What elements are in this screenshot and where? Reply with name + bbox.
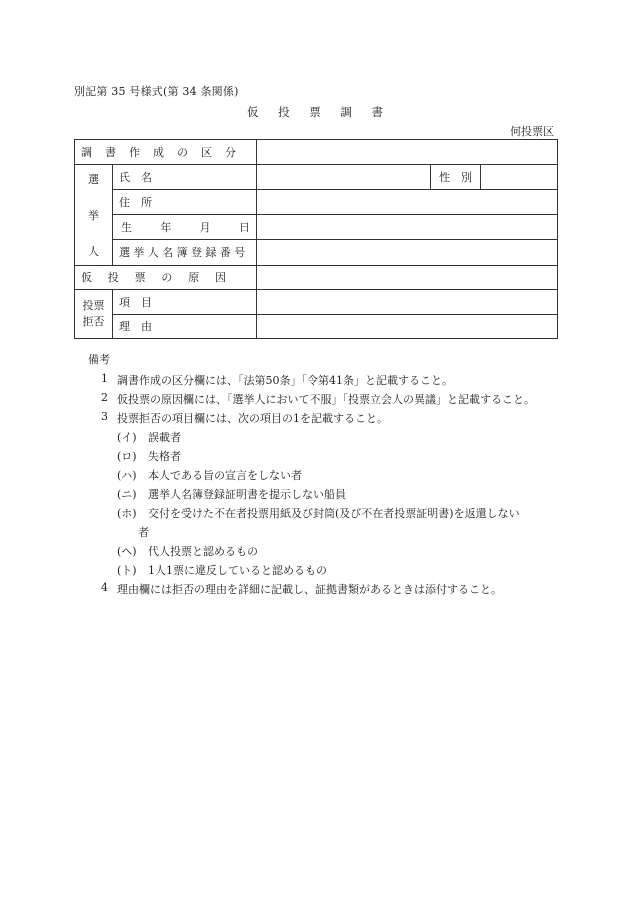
register-no-value-cell[interactable] <box>257 240 558 265</box>
category-value-cell[interactable] <box>257 140 558 165</box>
note-text: 仮投票の原因欄には、「選挙人において不服」「投票立会人の異議」と記載すること。 <box>117 393 535 406</box>
document-title: 仮 投 票 調 書 <box>246 105 392 119</box>
name-value-cell[interactable] <box>257 164 431 189</box>
sub-item-continuation: 者 <box>138 526 149 539</box>
address-row <box>75 189 558 214</box>
sub-item-number: (ホ) <box>117 507 137 520</box>
address-label-text: 住 所 <box>119 195 152 209</box>
name-row <box>75 164 558 189</box>
note-text: 理由欄には拒否の理由を詳細に記載し、証拠書類があるときは添付すること。 <box>117 583 502 596</box>
sub-item-number: (ヘ) <box>117 545 137 558</box>
reason-label-text: 仮 投 票 の 原 因 <box>81 271 229 285</box>
dob-value-cell[interactable] <box>257 215 558 240</box>
name-label-text: 氏 名 <box>119 170 152 184</box>
category-row <box>75 140 558 165</box>
elector-char-3: 人 <box>88 244 99 258</box>
form-reference: 別記第 35 号様式(第 34 条関係) <box>74 85 239 98</box>
gender-label-text: 性 別 <box>439 170 472 184</box>
dob-row <box>75 215 558 240</box>
refusal-group-text: 投票拒否 <box>82 299 105 328</box>
reason-label <box>75 265 257 290</box>
gender-value-cell[interactable] <box>481 164 558 189</box>
sub-item-number: (ロ) <box>117 450 137 463</box>
item-value-cell[interactable] <box>257 290 558 315</box>
sub-item-text: 選挙人名簿登録証明書を提示しない船員 <box>148 488 346 501</box>
dob-char-1: 生 <box>121 221 132 235</box>
note-number: 2 <box>101 391 108 404</box>
elector-group-label <box>75 164 113 265</box>
address-label <box>113 189 257 214</box>
refusal-reason-label-text: 理 由 <box>119 320 152 334</box>
register-no-label <box>113 240 257 265</box>
address-value-cell[interactable] <box>257 189 558 214</box>
item-label-text: 項 目 <box>119 295 152 309</box>
sub-item-text: 1人1票に違反していると認めるもの <box>148 564 327 577</box>
note-number: 4 <box>101 581 108 594</box>
sub-item-number: (ニ) <box>117 488 137 501</box>
gender-label <box>431 164 481 189</box>
refusal-reason-row <box>75 314 558 339</box>
note-text: 投票拒否の項目欄には、次の項目の1を記載すること。 <box>117 412 388 425</box>
dob-char-2: 年 <box>160 221 172 235</box>
polling-district-label: 何投票区 <box>510 125 554 138</box>
provisional-vote-form-table <box>74 139 558 339</box>
register-no-label-text: 選挙人名簿登録番号 <box>119 246 249 260</box>
item-label <box>113 290 257 315</box>
reason-value-cell[interactable] <box>257 265 558 290</box>
name-label <box>113 164 257 189</box>
note-number: 1 <box>101 372 108 385</box>
dob-char-3: 月 <box>199 221 211 235</box>
refusal-reason-value-cell[interactable] <box>257 314 558 339</box>
sub-item-number: (ハ) <box>117 469 137 482</box>
sub-item-text: 失格者 <box>148 450 181 463</box>
notes-heading: 備考 <box>88 353 110 366</box>
note-text: 調書作成の区分欄には、「法第50条」「令第41条」と記載すること。 <box>117 374 453 387</box>
note-number: 3 <box>101 410 108 423</box>
sub-item-text: 本人である旨の宣言をしない者 <box>148 469 302 482</box>
sub-item-text: 代人投票と認めるもの <box>148 545 258 558</box>
refusal-group-label <box>75 290 113 339</box>
elector-char-1: 選 <box>88 172 99 186</box>
register-no-row <box>75 240 558 265</box>
refusal-reason-label <box>113 314 257 339</box>
category-label <box>75 140 257 165</box>
refusal-item-row <box>75 290 558 315</box>
sub-item-text: 誤載者 <box>148 431 181 444</box>
sub-item-number: (イ) <box>117 431 137 444</box>
dob-label <box>113 215 257 240</box>
elector-char-2: 挙 <box>88 208 99 222</box>
sub-item-number: (ト) <box>117 564 137 577</box>
sub-item-text: 交付を受けた不在者投票用紙及び封筒(及び不在者投票証明書)を返還しない <box>148 507 520 520</box>
category-label-text: 調 書 作 成 の 区 分 <box>81 145 237 159</box>
dob-char-4: 日 <box>238 221 250 235</box>
reason-row <box>75 265 558 290</box>
